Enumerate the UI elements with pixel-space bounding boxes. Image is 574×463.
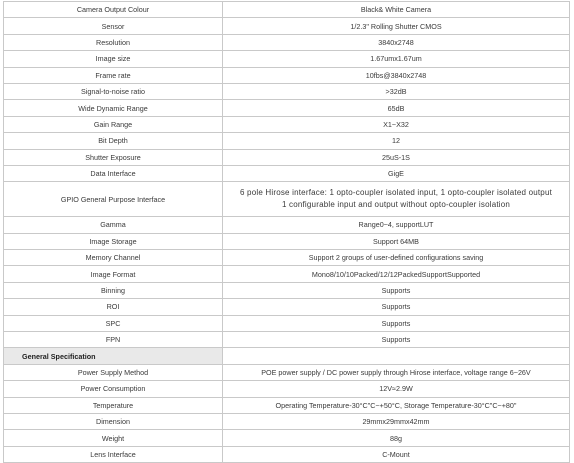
table-row <box>4 83 570 99</box>
spec-label: Shutter Exposure <box>4 149 223 165</box>
gpio-line-2: 1 configurable input and output without opto-coupler isolation <box>281 200 511 210</box>
spec-value: POE power supply / DC power supply through Hirose interface, voltage range 6~26V <box>223 364 570 380</box>
table-row <box>4 446 570 462</box>
table-row <box>4 2 570 18</box>
spec-value: 12 <box>223 133 570 149</box>
table-row <box>4 430 570 446</box>
spec-label: Frame rate <box>4 67 223 83</box>
table-row <box>4 266 570 282</box>
spec-value: Mono8/10/10Packed/12/12PackedSupportSupported <box>223 266 570 282</box>
spec-value: >32dB <box>223 83 570 99</box>
spec-label: Wide Dynamic Range <box>4 100 223 116</box>
table-row <box>4 381 570 397</box>
table-row <box>4 133 570 149</box>
spec-value: 25uS-1S <box>223 149 570 165</box>
spec-value: 1.67umx1.67um <box>223 51 570 67</box>
section-title: General Specification <box>4 348 223 364</box>
spec-value: Range0~4, supportLUT <box>223 217 570 233</box>
spec-label: Power Consumption <box>4 381 223 397</box>
spec-value: Support 64MB <box>223 233 570 249</box>
spec-label: Image Storage <box>4 233 223 249</box>
section-spacer <box>223 348 570 364</box>
table-row <box>4 18 570 34</box>
table-row <box>4 282 570 298</box>
spec-label: Power Supply Method <box>4 364 223 380</box>
spec-value: GigE <box>223 165 570 181</box>
spec-value: 1/2.3" Rolling Shutter CMOS <box>223 18 570 34</box>
table-row <box>4 233 570 249</box>
spec-label: SPC <box>4 315 223 331</box>
table-row <box>4 116 570 132</box>
table-row <box>4 364 570 380</box>
spec-label: Sensor <box>4 18 223 34</box>
spec-value: Supports <box>223 282 570 298</box>
spec-value: 3840x2748 <box>223 34 570 50</box>
spec-label: Image Format <box>4 266 223 282</box>
gpio-line-1: 6 pole Hirose interface: 1 opto-coupler isolated input, 1 opto-coupler isolated output <box>239 188 553 198</box>
spec-value: Operating Temperature-30°C"C~+50°C, Storage Temperature-30°C"C~+80" <box>223 397 570 413</box>
table-row <box>4 34 570 50</box>
spec-value: Supports <box>223 299 570 315</box>
table-row <box>4 217 570 233</box>
spec-value: C-Mount <box>223 446 570 462</box>
spec-value: Support 2 groups of user-defined configurations saving <box>223 250 570 266</box>
table-row <box>4 332 570 348</box>
spec-value: Supports <box>223 332 570 348</box>
table-row <box>4 165 570 181</box>
table-row <box>4 149 570 165</box>
spec-value-gpio <box>223 182 570 217</box>
spec-label: Data Interface <box>4 165 223 181</box>
table-row <box>4 315 570 331</box>
spec-label: Bit Depth <box>4 133 223 149</box>
spec-label: Gamma <box>4 217 223 233</box>
spec-label: FPN <box>4 332 223 348</box>
spec-value: X1~X32 <box>223 116 570 132</box>
spec-label: Resolution <box>4 34 223 50</box>
table-row <box>4 67 570 83</box>
spec-value: 29mmx29mmx42mm <box>223 413 570 429</box>
table-row-gpio <box>4 182 570 217</box>
spec-label: Temperature <box>4 397 223 413</box>
spec-value: Black& White Camera <box>223 2 570 18</box>
spec-label: Weight <box>4 430 223 446</box>
spec-label: Camera Output Colour <box>4 2 223 18</box>
spec-label: Image size <box>4 51 223 67</box>
spec-value: Supports <box>223 315 570 331</box>
spec-value: 10fbs@3840x2748 <box>223 67 570 83</box>
table-row <box>4 100 570 116</box>
spec-value: 65dB <box>223 100 570 116</box>
spec-label: Signal-to-noise ratio <box>4 83 223 99</box>
spec-label: Gain Range <box>4 116 223 132</box>
spec-value: 12V≈2.9W <box>223 381 570 397</box>
table-row <box>4 250 570 266</box>
table-row <box>4 413 570 429</box>
spec-label: Lens Interface <box>4 446 223 462</box>
spec-value: 88g <box>223 430 570 446</box>
spec-label: Dimension <box>4 413 223 429</box>
table-row <box>4 51 570 67</box>
spec-label: GPIO General Purpose Interface <box>4 182 223 217</box>
table-row <box>4 299 570 315</box>
section-header-row <box>4 348 570 364</box>
spec-label: ROI <box>4 299 223 315</box>
spec-label: Binning <box>4 282 223 298</box>
spec-label: Memory Channel <box>4 250 223 266</box>
specification-table <box>3 1 570 463</box>
table-row <box>4 397 570 413</box>
